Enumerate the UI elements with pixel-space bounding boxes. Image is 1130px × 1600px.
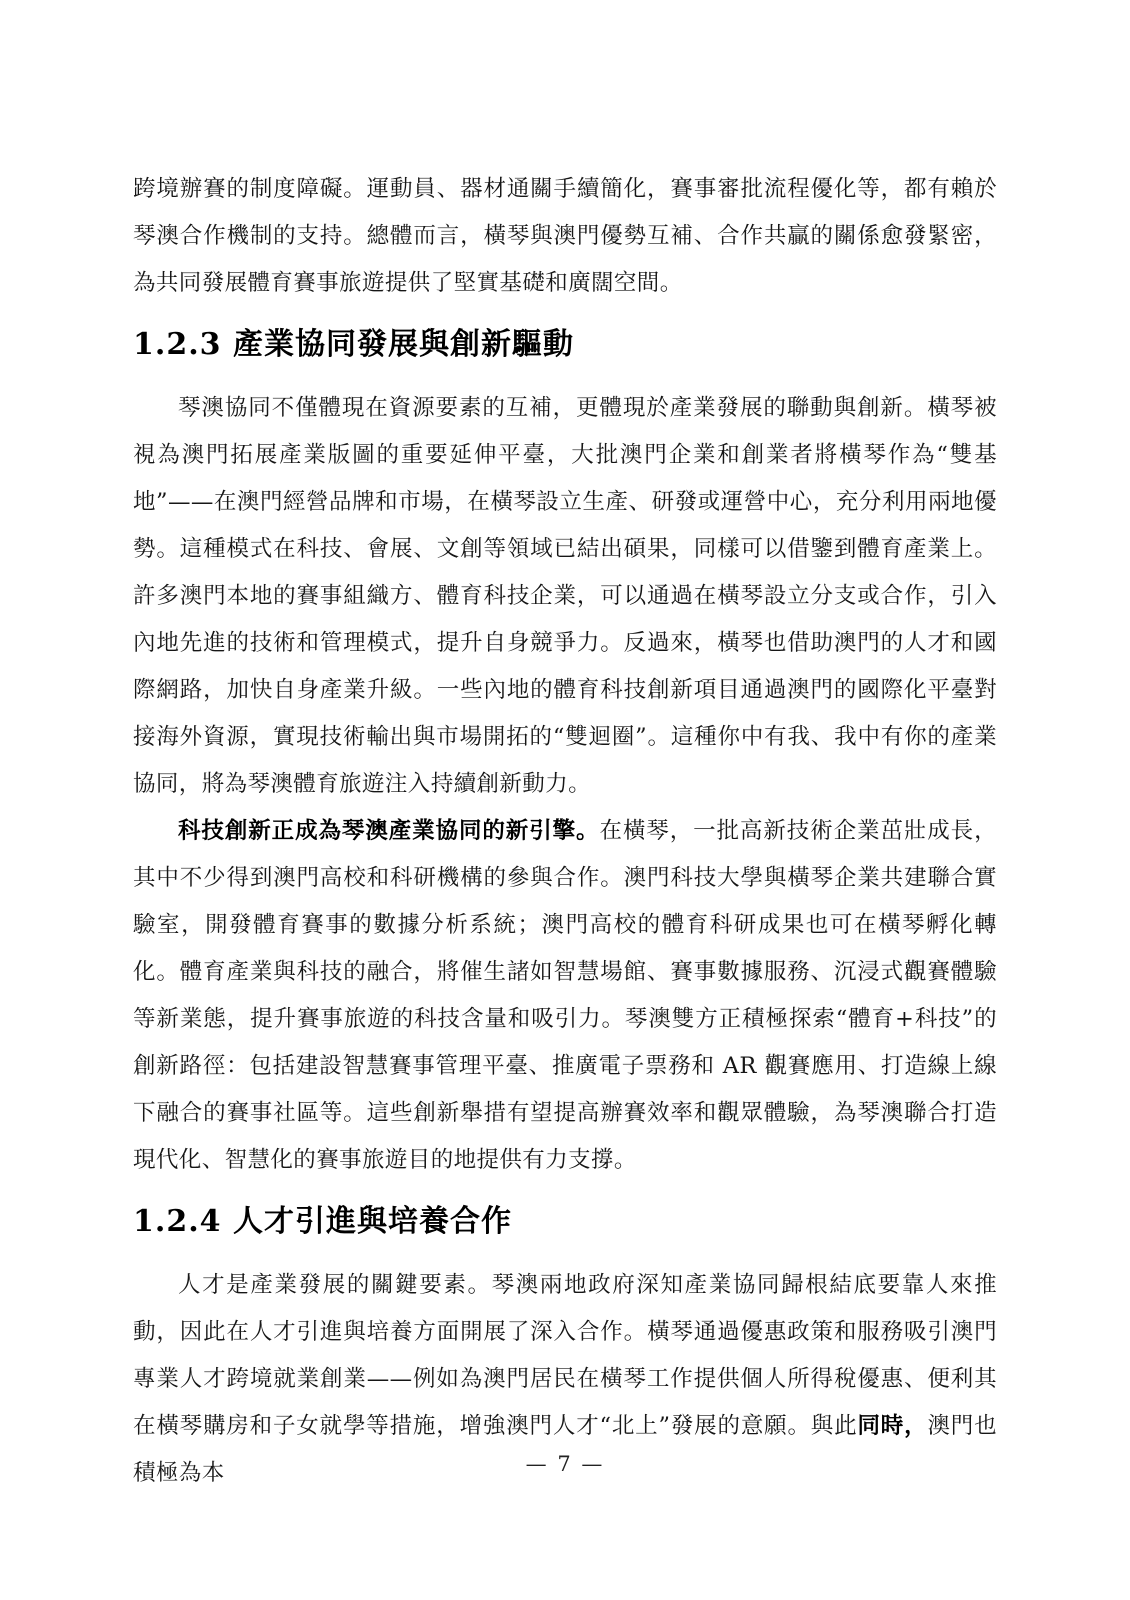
paragraph-text: 人才是產業發展的關鍵要素。琴澳兩地政府深知產業協同歸根結底要靠人來推動，因此在人才引進與培養方面開展了深入合作。橫琴通過優惠政策和服務吸引澳門專業人才跨境就業創業——例如為澳門居民在橫琴工作提供個人所得稅優惠、便利其在橫琴購房和子女就學等措施，增強澳門人才“北上”發展的意願。與此: [133, 1272, 997, 1439]
paragraph-tech-innovation: [133, 808, 997, 1184]
bold-lead-sentence: 科技創新正成為琴澳產業協同的新引擎。: [178, 818, 600, 844]
paragraph-continuation: 跨境辦賽的制度障礙。運動員、器材通關手續簡化，賽事審批流程優化等，都有賴於琴澳合作機制的支持。總體而言，橫琴與澳門優勢互補、合作共贏的關係愈發緊密，為共同發展體育賽事旅遊提供了堅實基礎和廣闊空間。: [133, 176, 997, 296]
paragraph-text: 在橫琴，一批高新技術企業茁壯成長，其中不少得到澳門高校和科研機構的參與合作。澳門科技大學與橫琴企業共建聯合實驗室，開發體育賽事的數據分析系統；澳門高校的體育科研成果也可在橫琴孵化轉化。體育產業與科技的融合，將催生諸如智慧場館、賽事數據服務、沉浸式觀賽體驗等新業態，提升賽事旅遊的科技含量和吸引力。琴澳雙方正積極探索“體育+科技”的創新路徑：包括建設智慧賽事管理平臺、推廣電子票務和 AR 觀賽應用、打造線上線下融合的賽事社區等。這些創新舉措有望提高辦賽效率和觀眾體驗，為琴澳聯合打造現代化、智慧化的賽事旅遊目的地提供有力支撐。: [133, 818, 997, 1173]
paragraph-industry-synergy: 琴澳協同不僅體現在資源要素的互補，更體現於產業發展的聯動與創新。橫琴被視為澳門拓展產業版圖的重要延伸平臺，大批澳門企業和創業者將橫琴作為“雙基地”——在澳門經營品牌和市場，在橫琴設立生產、研發或運營中心，充分利用兩地優勢。這種模式在科技、會展、文創等領域已結出碩果，同樣可以借鑒到體育產業上。許多澳門本地的賽事組織方、體育科技企業，可以通過在橫琴設立分支或合作，引入內地先進的技術和管理模式，提升自身競爭力。反過來，橫琴也借助澳門的人才和國際網路，加快自身產業升級。一些內地的體育科技創新項目通過澳門的國際化平臺對接海外資源，實現技術輸出與市場開拓的“雙迴圈”。這種你中有我、我中有你的產業協同，將為琴澳體育旅遊注入持續創新動力。: [133, 395, 997, 797]
section-heading-1-2-3: 1.2.3 產業協同發展與創新驅動: [133, 327, 574, 362]
paragraph-text: 澳門也積極為本: [133, 1413, 998, 1486]
bold-run: 同時，: [857, 1413, 928, 1439]
section-heading-1-2-4: 1.2.4 人才引進與培養合作: [133, 1204, 512, 1239]
page-number: — 7 —: [525, 1452, 605, 1476]
